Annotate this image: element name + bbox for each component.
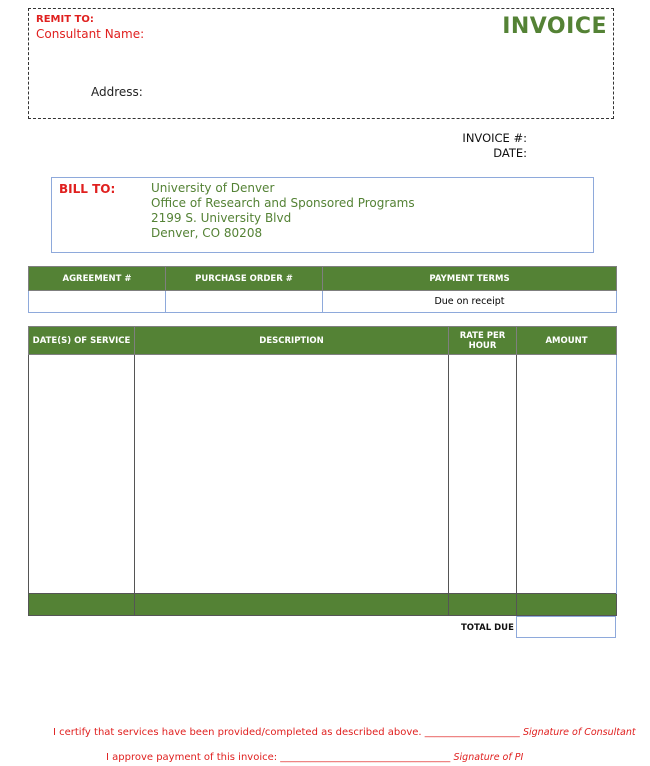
amount-header: AMOUNT [517, 327, 617, 355]
rate-header-line2: HOUR [468, 340, 497, 351]
bill-to-line-street: 2199 S. University Blvd [151, 211, 292, 225]
agreement-number-header: AGREEMENT # [29, 267, 166, 291]
footer-bar-amount [517, 594, 617, 616]
footer-bar-rate [449, 594, 517, 616]
dates-of-service-cell[interactable] [29, 355, 135, 594]
bill-to-line-city: Denver, CO 80208 [151, 226, 263, 240]
invoice-date-label: DATE: [493, 146, 527, 160]
footer-bar-description [135, 594, 449, 616]
total-due-label: TOTAL DUE [461, 623, 514, 633]
invoice-title: INVOICE [502, 14, 607, 39]
consultant-certification [53, 727, 636, 738]
consultant-signature-role: Signature of Consultant [522, 727, 636, 738]
remit-to-box [28, 8, 614, 119]
consultant-certification-text: I certify that services have been provided/completed as described above. ___________________ [53, 727, 520, 738]
rate-per-hour-cell[interactable] [449, 355, 517, 594]
description-header: DESCRIPTION [135, 327, 449, 355]
purchase-order-cell[interactable] [166, 291, 323, 313]
address-label: Address: [91, 85, 143, 99]
pi-approval [106, 752, 523, 763]
pi-signature-role: Signature of PI [453, 752, 524, 763]
description-cell[interactable] [135, 355, 449, 594]
payment-terms-cell[interactable]: Due on receipt [323, 291, 617, 313]
invoice-number-label: INVOICE #: [462, 131, 527, 145]
pi-approval-text: I approve payment of this invoice: __________________________________ [106, 752, 451, 763]
footer-bar-dates [29, 594, 135, 616]
bill-to-box [51, 177, 594, 253]
agreement-table [28, 266, 617, 313]
payment-terms-header: PAYMENT TERMS [323, 267, 617, 291]
remit-to-label: REMIT TO: [36, 14, 94, 25]
bill-to-line-organization: University of Denver [151, 181, 275, 195]
rate-per-hour-header [449, 327, 517, 355]
rate-header-line1: RATE PER [459, 330, 506, 341]
amount-cell[interactable] [517, 355, 617, 594]
agreement-number-cell[interactable] [29, 291, 166, 313]
consultant-name-label: Consultant Name: [36, 27, 145, 41]
bill-to-label: BILL TO: [59, 182, 116, 196]
service-items-table [28, 326, 617, 616]
bill-to-line-office: Office of Research and Sponsored Programs [151, 196, 415, 210]
purchase-order-header: PURCHASE ORDER # [166, 267, 323, 291]
total-due-field[interactable] [516, 616, 616, 638]
dates-of-service-header: DATE(S) OF SERVICE [29, 327, 135, 355]
